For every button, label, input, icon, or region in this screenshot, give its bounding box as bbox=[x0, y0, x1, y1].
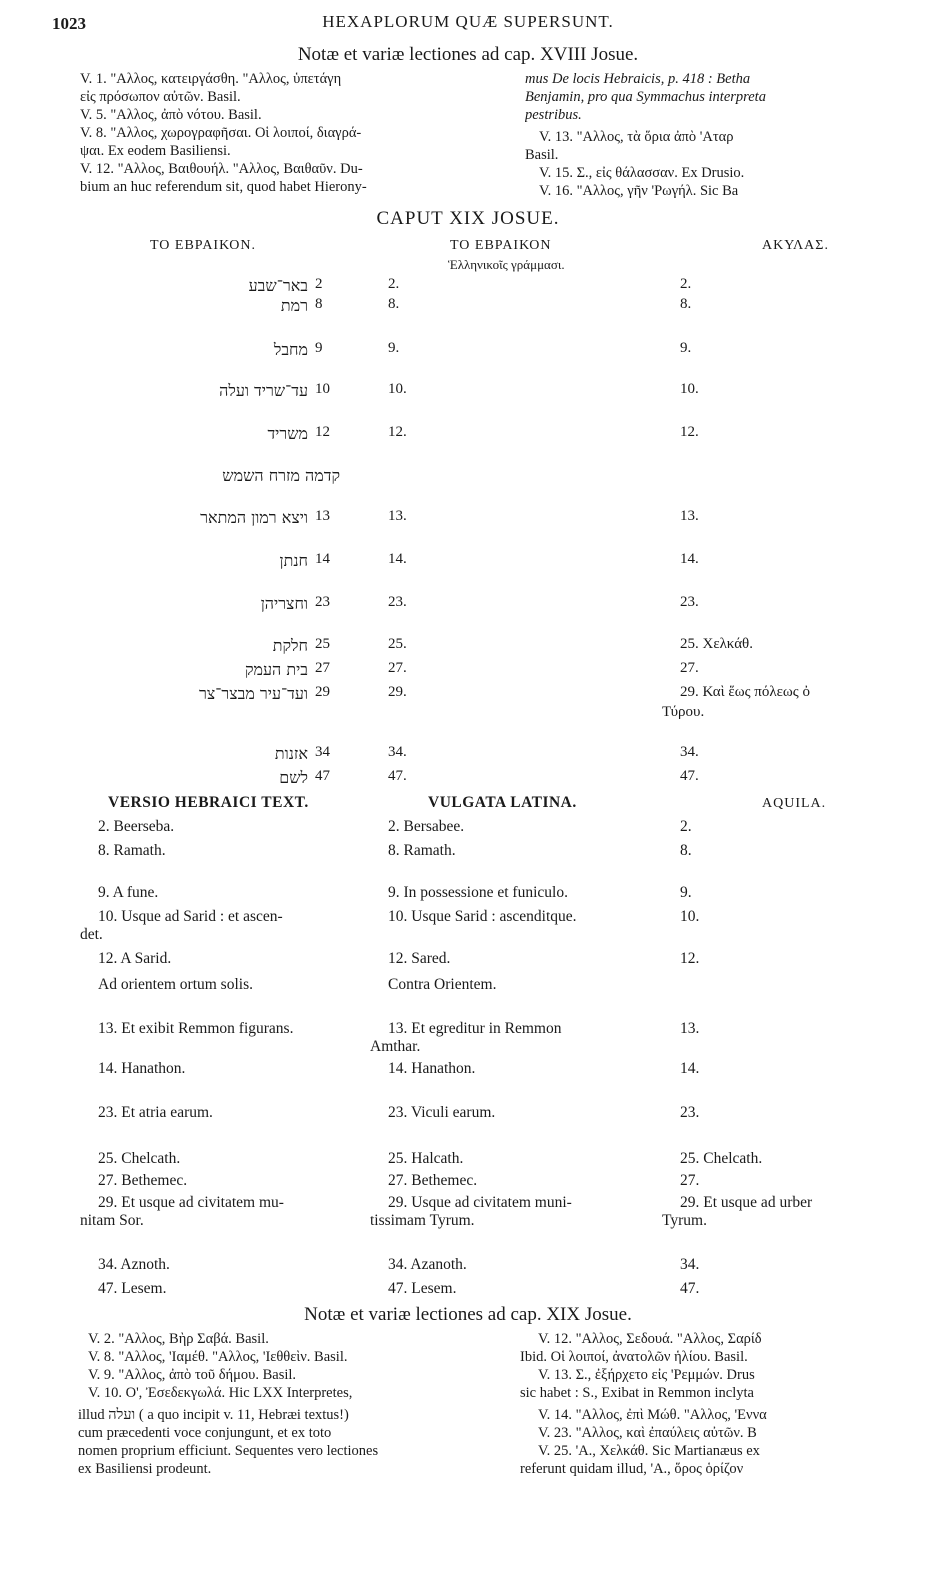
note-line: Ibid. Οἱ λοιποί, ἀνατολῶν ἡλίου. Basil. bbox=[520, 1349, 748, 1365]
aquila-text: 29. Et usque ad urber bbox=[680, 1194, 813, 1211]
verse-number-greek: 29. bbox=[388, 684, 407, 700]
notes-bottom-right bbox=[520, 1330, 848, 1480]
verse-number: 47 bbox=[315, 768, 330, 784]
note-line: V. 13. Σ., ἐξήρχετο εἰς 'Ρεμμών. Drus bbox=[538, 1367, 755, 1383]
vulgata-text: Amthar. bbox=[370, 1038, 421, 1055]
vulgata-text: 8. Ramath. bbox=[388, 842, 456, 859]
verse-number: 14 bbox=[315, 551, 330, 567]
aquila-text: Tyrum. bbox=[662, 1212, 707, 1229]
chapter-title: CAPUT XIX JOSUE. bbox=[376, 208, 560, 229]
hebrew-word: אזנות bbox=[274, 744, 308, 763]
hebrew-word: חנתן bbox=[279, 551, 308, 570]
note-line: ψαι. Ex eodem Basiliensi. bbox=[80, 143, 231, 159]
column-header-aquila-latin: AQUILA. bbox=[762, 796, 827, 811]
versio-text: Ad orientem ortum solis. bbox=[98, 976, 253, 993]
verse-number: 25 bbox=[315, 636, 330, 652]
vulgata-text: tissimam Tyrum. bbox=[370, 1212, 475, 1229]
aquila-text: 9. bbox=[680, 884, 692, 901]
aquila-text: 10. bbox=[680, 908, 700, 925]
aquila-reading: 9. bbox=[680, 340, 692, 356]
aquila-reading: 27. bbox=[680, 660, 699, 676]
versio-text: 34. Aznoth. bbox=[98, 1256, 170, 1273]
hebrew-word: מחבל bbox=[273, 340, 308, 359]
note-line: pestribus. bbox=[525, 107, 582, 123]
aquila-reading: 29. Καὶ ἕως πόλεως ὀ bbox=[680, 684, 810, 700]
hebrew-word: בית העמק bbox=[244, 660, 308, 679]
aquila-reading: 34. bbox=[680, 744, 699, 760]
note-line: V. 8. "Αλλος, χωρογραφῆσαι. Οἱ λοιποί, διαγρά- bbox=[80, 125, 362, 141]
hebrew-word: וחצריהן bbox=[260, 594, 308, 613]
versio-text: 12. A Sarid. bbox=[98, 950, 172, 967]
note-line: ex Basiliensi prodeunt. bbox=[78, 1461, 212, 1477]
note-line: V. 1. "Αλλος, κατειργάσθη. "Αλλος, ὑπετάγη bbox=[80, 71, 342, 87]
vulgata-text: 47. Lesem. bbox=[388, 1280, 457, 1297]
versio-text: det. bbox=[80, 926, 103, 943]
notes-bottom-title: Notæ et variæ lectiones ad cap. XIX Josue. bbox=[304, 1304, 632, 1325]
note-line: cum præcedenti voce conjungunt, et ex toto bbox=[78, 1425, 332, 1441]
aquila-text: 14. bbox=[680, 1060, 700, 1077]
aquila-text: 23. bbox=[680, 1104, 700, 1121]
verse-number: 23 bbox=[315, 594, 330, 610]
verse-number: 13 bbox=[315, 508, 330, 524]
versio-text: 10. Usque ad Sarid : et ascen- bbox=[98, 908, 283, 925]
notes-top-title: Notæ et variæ lectiones ad cap. XVIII Josue. bbox=[297, 44, 639, 65]
column-header-aquila: ΑΚΥΛΑΣ. bbox=[762, 238, 829, 253]
aquila-text: 8. bbox=[680, 842, 692, 859]
notes-top-right bbox=[525, 70, 847, 200]
column-header-vulgata: VULGATA LATINA. bbox=[428, 794, 577, 811]
vulgata-text: 14. Hanathon. bbox=[388, 1060, 476, 1077]
vulgata-text: 27. Bethemec. bbox=[388, 1172, 478, 1189]
aquila-text: 27. bbox=[680, 1172, 700, 1189]
note-line: V. 2. "Αλλος, Βὴρ Σαβά. Basil. bbox=[88, 1331, 269, 1347]
aquila-text: 13. bbox=[680, 1020, 700, 1037]
note-line: V. 15. Σ., εἰς θάλασσαν. Ex Drusio. bbox=[539, 165, 745, 181]
versio-text: 47. Lesem. bbox=[98, 1280, 167, 1297]
hebrew-word: ויצא רמון המתאר bbox=[200, 508, 308, 527]
note-line: nomen proprium efficiunt. Sequentes vero lectiones bbox=[78, 1443, 379, 1459]
note-line: V. 13. "Αλλος, τὰ ὅρια ἀπὸ 'Αταρ bbox=[539, 129, 734, 145]
versio-text: 8. Ramath. bbox=[98, 842, 166, 859]
column-header-versio: VERSIO HEBRAICI TEXT. bbox=[108, 794, 309, 811]
verse-number-greek: 14. bbox=[388, 551, 407, 567]
vulgata-text: 13. Et egreditur in Remmon bbox=[388, 1020, 562, 1037]
note-line: illud ועלה ( a quo incipit v. 11, Hebræi textus!) bbox=[78, 1407, 349, 1423]
note-line: V. 5. "Αλλος, ἀπὸ νότου. Basil. bbox=[80, 107, 262, 123]
verse-number-greek: 8. bbox=[388, 296, 400, 312]
aquila-reading: 23. bbox=[680, 594, 699, 610]
verse-number-greek: 10. bbox=[388, 381, 407, 397]
note-line: εἰς πρόσωπον αὐτῶν. Basil. bbox=[80, 89, 241, 105]
vulgata-text: 9. In possessione et funiculo. bbox=[388, 884, 568, 901]
versio-text: 13. Et exibit Remmon figurans. bbox=[98, 1020, 294, 1037]
versio-text: 14. Hanathon. bbox=[98, 1060, 186, 1077]
note-line: sic habet : S., Exibat in Remmon inclyta bbox=[520, 1385, 754, 1401]
verse-number: 27 bbox=[315, 660, 330, 676]
vulgata-text: 34. Azanoth. bbox=[388, 1256, 467, 1273]
note-line: mus De locis Hebraicis, p. 418 : Betha bbox=[525, 71, 751, 87]
verse-number: 2 bbox=[315, 276, 323, 292]
note-line: Basil. bbox=[525, 147, 559, 163]
verse-number-greek: 34. bbox=[388, 744, 407, 760]
note-line: V. 16. "Αλλος, γῆν 'Ρωγήλ. Sic Ba bbox=[539, 183, 739, 199]
note-line: V. 25. 'Α., Χελκάθ. Sic Martianæus ex bbox=[538, 1443, 760, 1459]
aquila-reading: 2. bbox=[680, 276, 692, 292]
aquila-text: 47. bbox=[680, 1280, 700, 1297]
verse-number-greek: 23. bbox=[388, 594, 407, 610]
aquila-reading: 10. bbox=[680, 381, 699, 397]
note-line: V. 12. "Αλλος, Βαιθουήλ. "Αλλος, Βαιθαῦν. Du- bbox=[80, 161, 363, 177]
vulgata-text: 23. Viculi earum. bbox=[388, 1104, 496, 1121]
aquila-reading: 47. bbox=[680, 768, 699, 784]
vulgata-text: 2. Bersabee. bbox=[388, 818, 465, 835]
note-line: V. 23. "Αλλος, καὶ ἐπαύλεις αὐτῶν. B bbox=[538, 1425, 757, 1441]
versio-text: 23. Et atria earum. bbox=[98, 1104, 213, 1121]
versio-text: 25. Chelcath. bbox=[98, 1150, 181, 1167]
aquila-text: 34. bbox=[680, 1256, 700, 1273]
note-line: V. 8. "Αλλος, 'Ιαμέθ. "Αλλος, 'Ιεθθεὶν. Basil. bbox=[88, 1349, 348, 1365]
aquila-text: 25. Chelcath. bbox=[680, 1150, 763, 1167]
verse-number-greek: 13. bbox=[388, 508, 407, 524]
vulgata-text: 29. Usque ad civitatem muni- bbox=[388, 1194, 572, 1211]
column-header-hebrew: ΤΟ ΕΒΡΑΙΚΟΝ. bbox=[150, 238, 256, 253]
verse-number: 9 bbox=[315, 340, 323, 356]
verse-number-greek: 12. bbox=[388, 424, 407, 440]
hebrew-word: חלקת bbox=[272, 636, 308, 655]
aquila-reading-cont: Τύρου. bbox=[662, 704, 705, 720]
hebrew-word: באר־שבע bbox=[248, 276, 308, 295]
column-header-hebrew-greek: ΤΟ ΕΒΡΑΙΚΟΝ bbox=[450, 238, 552, 253]
aquila-text: 2. bbox=[680, 818, 692, 835]
verse-number-greek: 25. bbox=[388, 636, 407, 652]
versio-text: nitam Sor. bbox=[80, 1212, 144, 1229]
verse-number-greek: 27. bbox=[388, 660, 407, 676]
note-line: V. 12. "Αλλος, Σεδουά. "Αλλος, Σαρίδ bbox=[538, 1331, 762, 1347]
aquila-reading: 13. bbox=[680, 508, 699, 524]
hebrew-word: לשם bbox=[279, 768, 308, 787]
versio-text: 29. Et usque ad civitatem mu- bbox=[98, 1194, 284, 1211]
column-subheader: Ἑλληνικοῖς γράμμασι. bbox=[448, 257, 565, 272]
aquila-reading: 8. bbox=[680, 296, 692, 312]
verse-number: 12 bbox=[315, 424, 330, 440]
hebrew-word: עד־שריד ועלה bbox=[219, 381, 308, 400]
verse-number: 10 bbox=[315, 381, 330, 397]
note-line: V. 9. "Αλλος, ἀπὸ τοῦ δήμου. Basil. bbox=[88, 1367, 297, 1383]
note-line: V. 10. Ο', Ἐσεδεκγωλά. Hic LXX Interpretes, bbox=[88, 1385, 353, 1401]
hebrew-word: רמת bbox=[280, 296, 308, 315]
note-line: V. 14. "Αλλος, ἐπὶ Μώθ. "Αλλος, 'Εννα bbox=[538, 1407, 767, 1423]
hebrew-word: ועד־עיר מבצר־צר bbox=[199, 684, 308, 703]
aquila-reading: 14. bbox=[680, 551, 699, 567]
aquila-reading: 12. bbox=[680, 424, 699, 440]
hebrew-word: קדמה מזרח השמש bbox=[222, 466, 340, 485]
aquila-reading: 25. Χελκάθ. bbox=[680, 636, 753, 652]
note-line: referunt quidam illud, 'Α., ὅρος ὁρίζον bbox=[520, 1461, 744, 1477]
verse-number-greek: 47. bbox=[388, 768, 407, 784]
verse-number: 29 bbox=[315, 684, 330, 700]
vulgata-text: 12. Sared. bbox=[388, 950, 451, 967]
note-line: Benjamin, pro qua Symmachus interpreta bbox=[525, 89, 766, 105]
verse-number: 34 bbox=[315, 744, 330, 760]
aquila-text: 12. bbox=[680, 950, 700, 967]
verse-number-greek: 2. bbox=[388, 276, 400, 292]
running-title: HEXAPLORUM QUÆ SUPERSUNT. bbox=[322, 12, 614, 31]
versio-text: 9. A fune. bbox=[98, 884, 159, 901]
page-number: 1023 bbox=[52, 14, 86, 33]
verse-number: 8 bbox=[315, 296, 323, 312]
note-line: bium an huc referendum sit, quod habet Hierony- bbox=[80, 179, 367, 195]
vulgata-text: 10. Usque Sarid : ascenditque. bbox=[388, 908, 577, 925]
versio-text: 2. Beerseba. bbox=[98, 818, 175, 835]
vulgata-text: 25. Halcath. bbox=[388, 1150, 464, 1167]
versio-text: 27. Bethemec. bbox=[98, 1172, 188, 1189]
vulgata-text: Contra Orientem. bbox=[388, 976, 497, 993]
hebrew-word: משריד bbox=[267, 424, 308, 443]
verse-number-greek: 9. bbox=[388, 340, 400, 356]
